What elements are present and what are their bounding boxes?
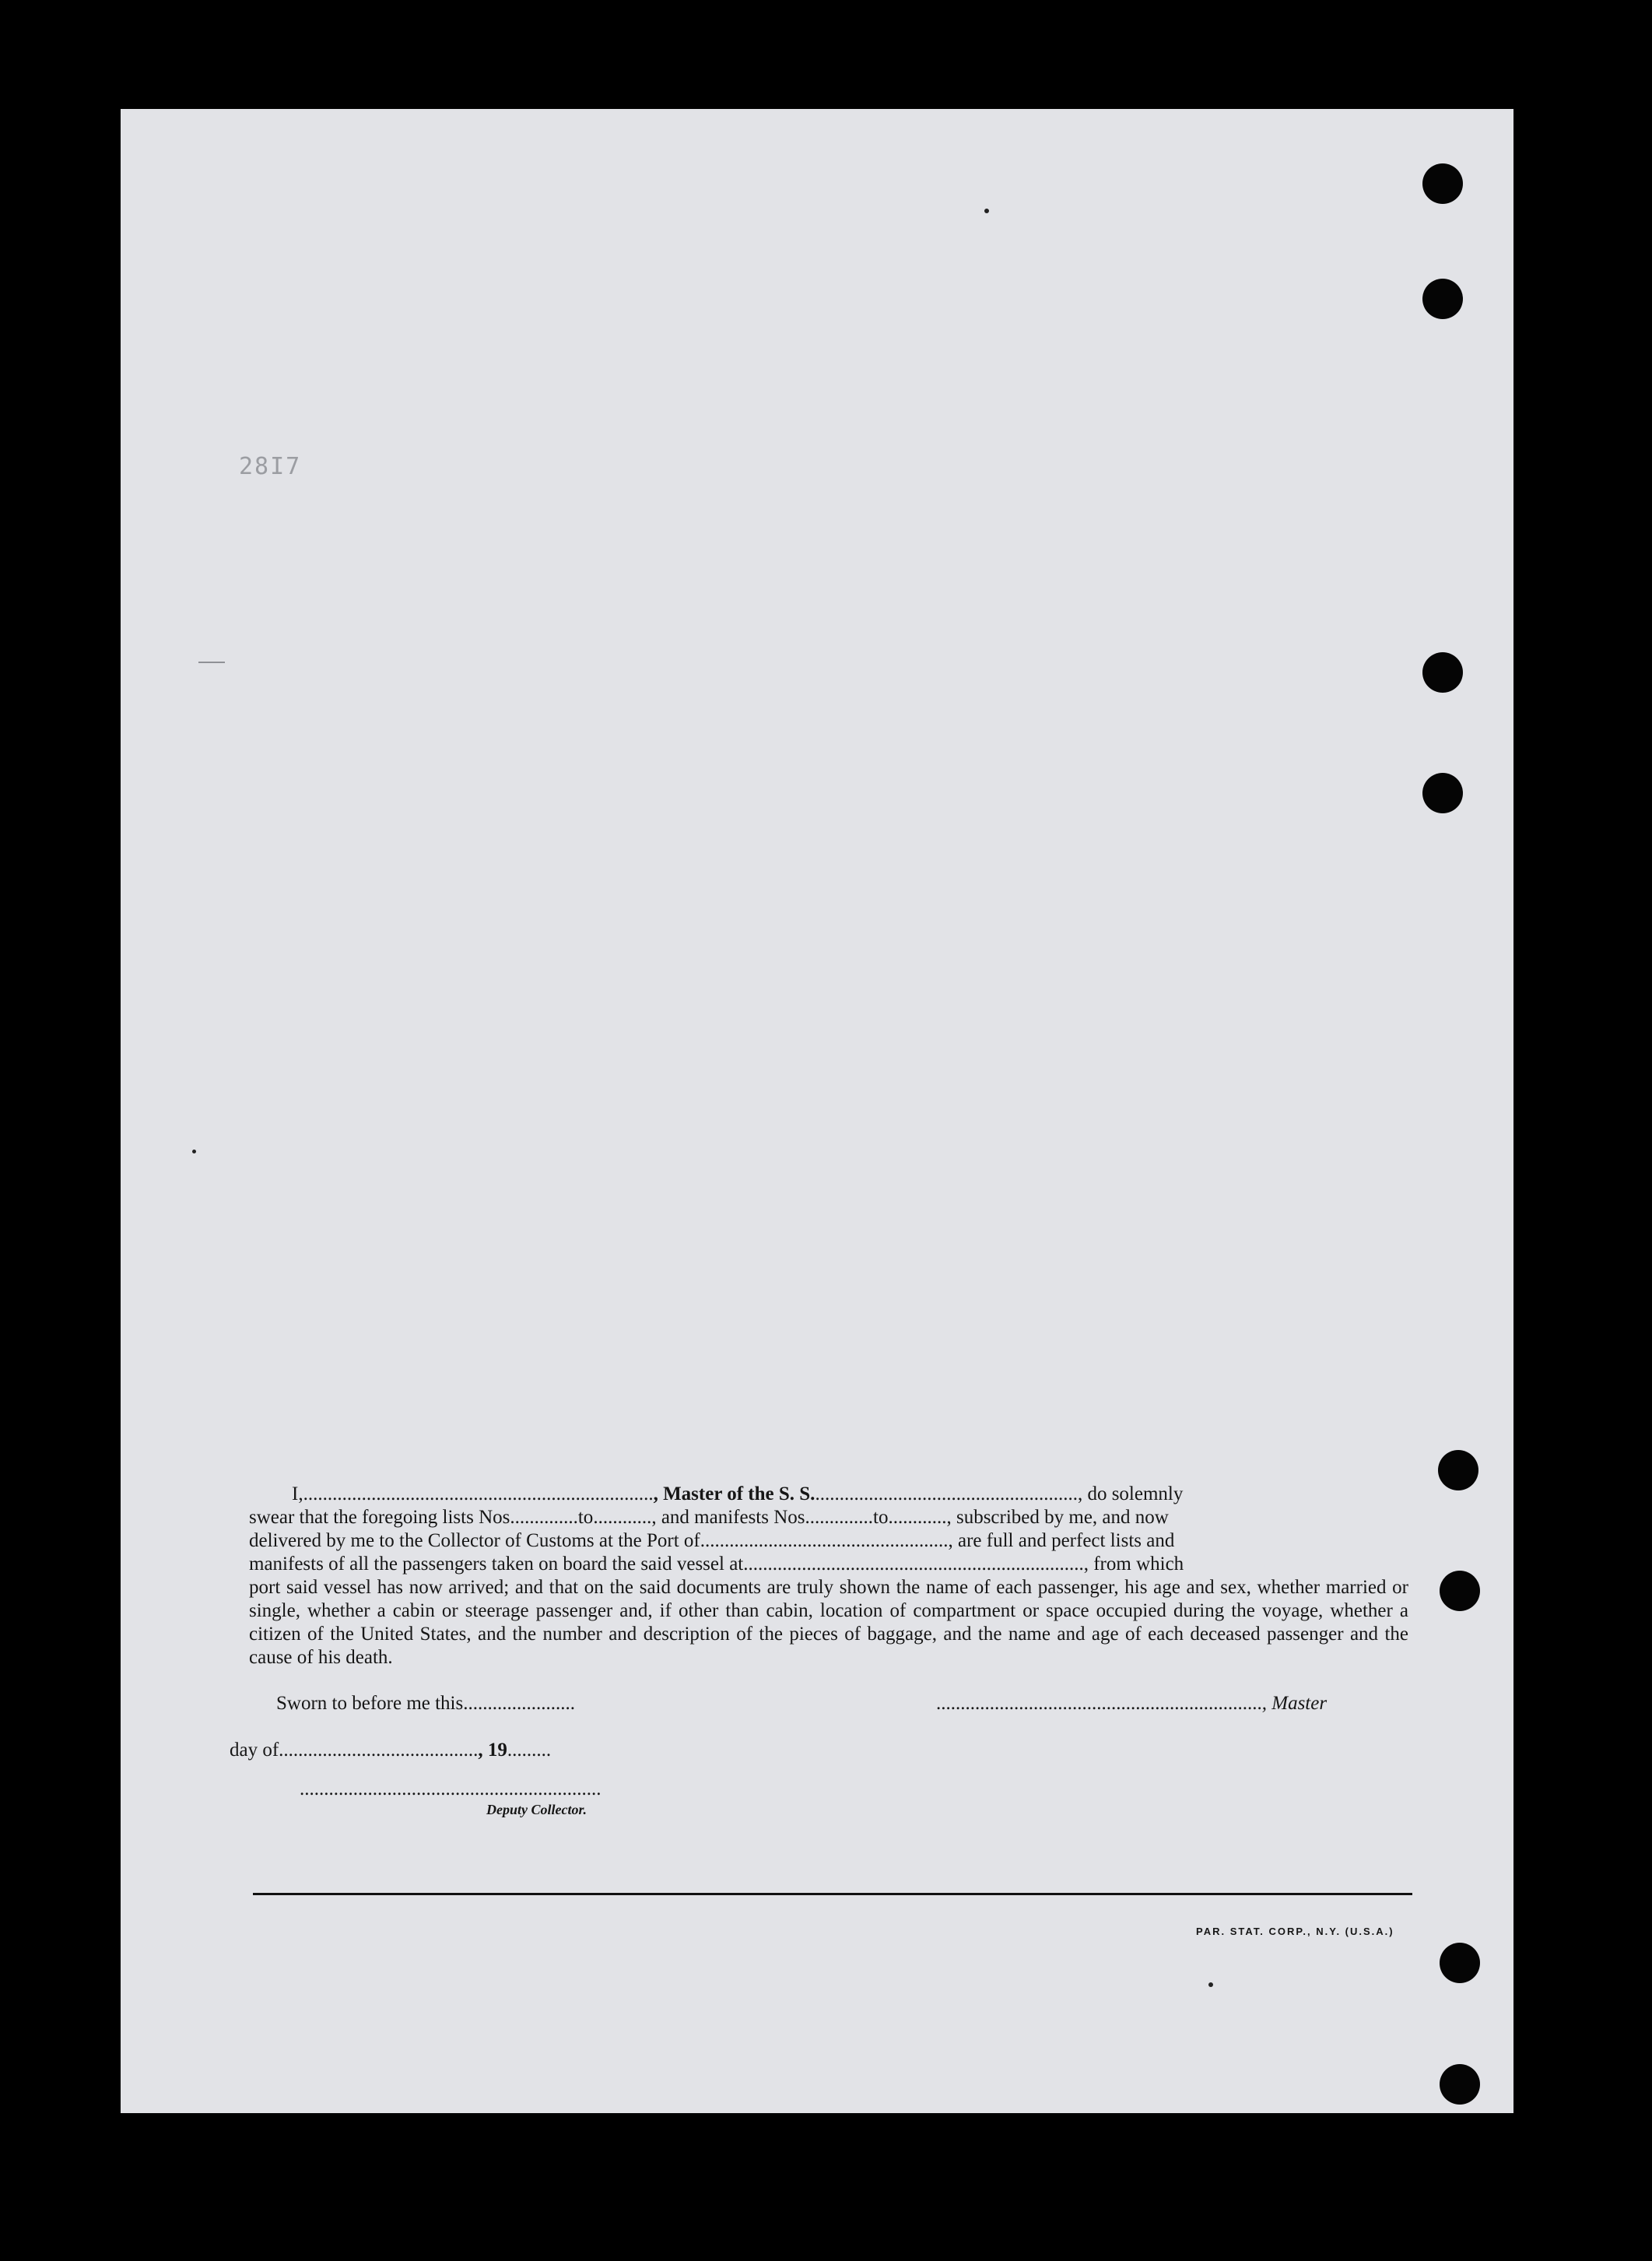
binder-hole xyxy=(1422,652,1463,693)
binder-hole xyxy=(1440,2064,1480,2105)
sworn-line: Sworn to before me this....................... xyxy=(276,1693,575,1714)
year-label: , 19 xyxy=(478,1740,507,1761)
form-page xyxy=(121,109,1513,2113)
oath-text: , Master of the S. S. xyxy=(653,1483,815,1504)
deputy-signature-line: .............................................................. xyxy=(300,1778,602,1799)
oath-text: to xyxy=(873,1507,889,1528)
speck xyxy=(192,1150,196,1153)
speck xyxy=(984,209,989,213)
stamped-number: 28I7 xyxy=(239,453,302,480)
sworn-label: Sworn to before me this xyxy=(276,1693,464,1714)
speck xyxy=(1208,1982,1213,1987)
bottom-rule xyxy=(253,1893,1412,1895)
oath-text: , do solemnly xyxy=(1077,1483,1184,1504)
master-signature-line: ..................................................................., Master xyxy=(936,1693,1328,1714)
master-label: , Master xyxy=(1261,1693,1328,1714)
binder-hole xyxy=(1440,1571,1480,1611)
binder-hole xyxy=(1422,279,1463,319)
oath-text: port said vessel has now arrived; and that on the said documents are truly shown the name of each passenger, his age and sex, whether married or single, whether a cabin or steerage passenger and, if other than cabin, location of compartment or space occupied during the voyage, whether a citizen of the United States, and the number and description of the pieces of baggage, and the name and age of each deceased passenger and the cause of his death. xyxy=(249,1577,1408,1668)
master-oath-paragraph: I,........................................................................, Master of the S. S......................................................., do solemnly swear that the foregoing lists Nos..............to............, and manifests Nos..............to............, subscribed by me, and now delivered by me to the Collector of Customs at the Port of..................................................., are full and perfect lists and manifests of all the passengers taken on board the said vessel at......................................................................, from which port said vessel has now arrived; and that on the said documents are truly shown the name of each passenger, his age and sex, whether married or single, whether a cabin or steerage passenger and, if other than cabin, location of compartment or space occupied during the voyage, whether a citizen of the United States, and the number and description of the pieces of baggage, and the name and age of each deceased passenger and the cause of his death. xyxy=(249,1483,1408,1668)
oath-text: delivered by me to the Collector of Customs at the Port of xyxy=(249,1530,700,1551)
binder-hole xyxy=(1422,163,1463,204)
oath-text: , from which xyxy=(1083,1554,1184,1575)
oath-text: , and manifests Nos. xyxy=(651,1507,810,1528)
day-line: day of........................................., 19......... xyxy=(230,1740,552,1761)
oath-text: , are full and perfect lists and xyxy=(948,1530,1175,1551)
oath-text: swear that the foregoing lists Nos. xyxy=(249,1507,515,1528)
oath-text: to xyxy=(577,1507,594,1528)
day-label: day of xyxy=(230,1740,279,1761)
binder-hole xyxy=(1422,773,1463,813)
deputy-collector-label: Deputy Collector. xyxy=(486,1802,587,1817)
oath-text: I, xyxy=(292,1483,303,1504)
oath-text: manifests of all the passengers taken on board the said vessel at xyxy=(249,1554,744,1575)
printer-imprint: PAR. STAT. CORP., N.Y. (U.S.A.) xyxy=(1196,1926,1394,1937)
margin-mark xyxy=(198,662,225,663)
binder-hole xyxy=(1440,1943,1480,1983)
oath-text: , subscribed by me, and now xyxy=(946,1507,1169,1528)
binder-hole xyxy=(1438,1450,1478,1490)
